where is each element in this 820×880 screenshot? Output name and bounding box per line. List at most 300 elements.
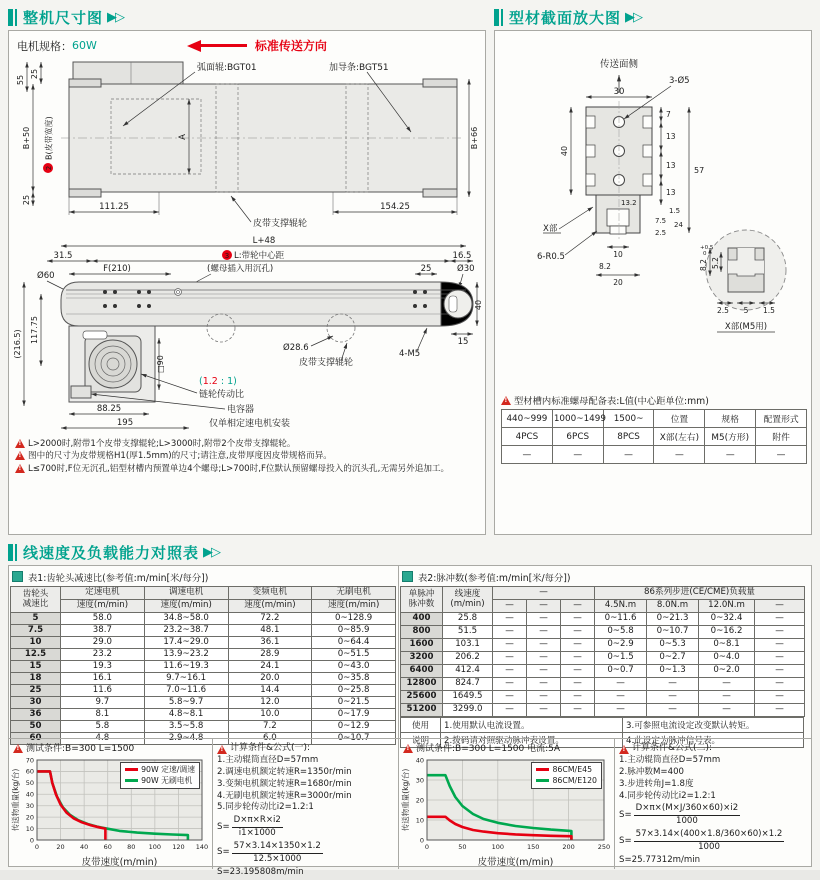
t2-subheader-dash: — [755, 600, 805, 613]
calc1-title: 计算条件&公式(一): [230, 743, 311, 754]
calc1-line: 2.调速电机额定转速R=1350r/min [217, 766, 352, 777]
detail-tolerance-lower: 0 [703, 251, 707, 257]
legend-label: 90W 无刷电机 [141, 776, 193, 786]
svg-text:30: 30 [25, 802, 34, 811]
formula-denominator: 12.5×1000 [253, 853, 302, 864]
table-row [502, 446, 807, 464]
legend-item [125, 775, 195, 786]
speed-load-section [8, 541, 812, 877]
header-bar-icon [494, 9, 499, 26]
table-cell: — [527, 652, 561, 665]
cs-dim-40: 40 [560, 145, 569, 157]
table-cell: — [561, 704, 595, 717]
legend-swatch-icon [536, 779, 549, 782]
dim-15: 15 [457, 337, 469, 347]
table-cell: 0~2.7 [647, 652, 699, 665]
table-cell: — [561, 626, 595, 639]
table-cell: — [595, 704, 647, 717]
legend-swatch-icon [125, 779, 138, 782]
warning-icon [501, 396, 511, 405]
table-cell: 36 [11, 709, 61, 721]
motor-spec-value: 60W [72, 39, 97, 52]
table-cell: 0~35.8 [312, 673, 396, 685]
calc-formula-2-cell [615, 739, 807, 869]
overall-panel-header [8, 6, 486, 28]
arrow-bar-icon [201, 44, 247, 47]
belt-width-badge: 2 [45, 165, 53, 171]
s-label: S= [217, 847, 230, 858]
table-cell: 6400 [401, 665, 443, 678]
t1-header-gear-line1: 齿轮头 [22, 589, 49, 600]
t2-header-linespeed-line2: (m/min) [450, 598, 485, 609]
table-cell: — [493, 678, 527, 691]
cs-dim-1-5: 1.5 [669, 207, 681, 215]
table-cell: 11.6 [61, 685, 145, 697]
svg-text:0: 0 [34, 843, 40, 851]
table-cell: 16.1 [61, 673, 145, 685]
table-cell: 6.0 [228, 733, 312, 745]
svg-text:20: 20 [25, 813, 34, 822]
usage-note: 1.使用默认电流设置。 [441, 718, 623, 733]
svg-text:70: 70 [25, 756, 34, 765]
t2-subheader-4-5nm: 4.5N.m [595, 600, 647, 613]
table-cell: — [756, 446, 807, 464]
table-row [11, 613, 396, 625]
load-chart-2 [401, 754, 612, 868]
calc2-line: 3.步进转角J=1.8度 [619, 778, 694, 789]
table-cell: — [755, 665, 805, 678]
profile-section-panel [494, 6, 812, 535]
table-cell: 206.2 [443, 652, 493, 665]
cs-dim-10: 10 [613, 250, 623, 259]
dim-dia-30: Ø30 [457, 264, 475, 274]
svg-text:50: 50 [25, 779, 34, 788]
t2-header-pulse [401, 587, 443, 613]
test-condition-1 [13, 741, 210, 754]
svg-text:10: 10 [25, 824, 34, 833]
table-cell: 34.8~58.0 [144, 613, 228, 625]
table-cell: 72.2 [228, 613, 312, 625]
dim-88-25: 88.25 [96, 404, 122, 414]
svg-text:皮带速度(m/min): 皮带速度(m/min) [81, 857, 158, 868]
t2-subheader-dash: — [561, 600, 595, 613]
table-cell: 14.4 [228, 685, 312, 697]
dim-4-m5: 4-M5 [399, 349, 421, 359]
motor-spec-row [11, 33, 483, 54]
t1-subheader-speed: 速度(m/min) [61, 600, 145, 613]
t2-header-pulse-line1: 单脉冲 [408, 589, 435, 600]
table-cell: 0~0.7 [595, 665, 647, 678]
cs-dim-24: 24 [674, 221, 683, 229]
table-cell: — [527, 639, 561, 652]
table-row [401, 678, 805, 691]
speed-load-box [8, 565, 812, 877]
svg-text:40: 40 [415, 756, 424, 765]
table-cell: 48.1 [228, 625, 312, 637]
table-cell: 58.0 [61, 613, 145, 625]
table-row [11, 709, 396, 721]
cs-dim-13c: 13 [666, 188, 676, 197]
belt-width-label [43, 116, 54, 173]
table-cell: 0~12.9 [312, 721, 396, 733]
table-cell: — [527, 613, 561, 626]
calc1-formula-symbolic [217, 815, 394, 840]
belt-width-text: B(皮带宽度) [44, 116, 54, 160]
table-cell: — [647, 678, 699, 691]
table-cell: 0~51.5 [312, 649, 396, 661]
chart-legend [120, 762, 200, 789]
table-cell: — [561, 652, 595, 665]
dim-b-plus-66: B+66 [470, 126, 479, 150]
table-cell: 0~1.5 [595, 652, 647, 665]
dim-25-bottom: 25 [22, 194, 31, 206]
table-cell: — [699, 691, 755, 704]
cs-radius-label: 6-R0.5 [537, 252, 565, 262]
table-cell: 12.0 [228, 697, 312, 709]
usage-note: 4.此设定为脉冲信号表。 [623, 733, 804, 748]
table-cell: M5(方形) [705, 428, 756, 446]
table-row [401, 639, 805, 652]
table-row [11, 661, 396, 673]
svg-text:20: 20 [415, 796, 424, 805]
table-cell: 4PCS [502, 428, 553, 446]
table-cell: 6PCS [552, 428, 603, 446]
table-cell: — [755, 704, 805, 717]
pulley-center-badge: 3 [224, 252, 230, 260]
svg-text:100: 100 [491, 843, 505, 851]
table-cell: 0~8.1 [699, 639, 755, 652]
table-cell: 附件 [756, 428, 807, 446]
s-label: S= [619, 835, 632, 846]
table-cell: 0~10.7 [312, 733, 396, 745]
calc-formula-1 [215, 740, 396, 880]
table-cell: 1000~1499 [552, 410, 603, 428]
top-view-guide-label: 加导条:BGT51 [329, 63, 389, 73]
cs-dim-2-5: 2.5 [655, 229, 667, 237]
table-row [401, 626, 805, 639]
formula-denominator: 1000 [698, 842, 720, 853]
dim-55: 55 [16, 74, 25, 86]
svg-text:140: 140 [195, 843, 209, 851]
transfer-face-label: 传送面侧 [599, 59, 639, 70]
table-cell: — [595, 691, 647, 704]
dim-195: 195 [116, 418, 134, 428]
test-condition-2-text: 测试条件:B=300 L=1500 电流:5A [416, 744, 561, 754]
section-arrow-icon: ▶▷ [203, 544, 220, 560]
dim-16-5: 16.5 [452, 251, 472, 261]
table-row [11, 649, 396, 661]
svg-text:250: 250 [597, 843, 611, 851]
transfer-direction [187, 37, 327, 54]
table-cell: — [699, 678, 755, 691]
table-row [11, 697, 396, 709]
header-bar-icon [501, 9, 503, 26]
overall-panel-title: 整机尺寸图 [23, 8, 104, 27]
table-cell: 12800 [401, 678, 443, 691]
dim-154-25: 154.25 [380, 202, 410, 212]
t2-subheader-dash: — [493, 600, 527, 613]
table-cell: — [561, 678, 595, 691]
table-row [11, 625, 396, 637]
overall-notes [11, 436, 483, 477]
t1-header-gear-line2: 减速比 [22, 598, 49, 609]
table-cell: — [527, 704, 561, 717]
cs-dim-13-2: 13.2 [621, 199, 637, 207]
table-row [401, 691, 805, 704]
formula-numerator: 57×3.14×1350×1.2 [232, 841, 323, 854]
cs-dim-57: 57 [694, 166, 705, 175]
formula-denominator: i1×1000 [238, 828, 276, 839]
cs-xpart-label: X部 [543, 224, 558, 234]
calc2-line: 4.同步轮传动比i2=1.2:1 [619, 790, 716, 801]
counterbore-label: (螺母插入用沉孔) [207, 264, 274, 274]
speed-section-header [8, 541, 812, 563]
calc2-formula-numeric [619, 829, 803, 854]
warning-icon [13, 744, 23, 753]
pulley-center-text: L:带轮中心距 [234, 251, 285, 261]
cs-dim-7: 7 [666, 110, 671, 119]
table-cell: — [561, 613, 595, 626]
svg-text:60: 60 [103, 843, 112, 851]
side-view-support-roller-label: 皮带支撑辊轮 [299, 358, 354, 368]
table-cell: 9.7 [61, 697, 145, 709]
table-cell: 10.0 [228, 709, 312, 721]
cs-dim-30: 30 [613, 87, 625, 97]
t2-header-stepper-group: 86系列步进(CE/CME)负载量 [595, 587, 805, 600]
table-cell: — [502, 446, 553, 464]
overall-drawing-box [8, 30, 486, 535]
dim-117-75: 117.75 [30, 316, 39, 344]
detail-xpart-label: X部(M5用) [724, 322, 768, 332]
table-cell: 25 [11, 685, 61, 697]
table-cell: 5.8 [61, 721, 145, 733]
dim-216-5: (216.5) [13, 329, 22, 359]
table-cell: 25600 [401, 691, 443, 704]
table-cell: — [755, 678, 805, 691]
profile-cross-section-drawing [501, 35, 803, 387]
dim-25-side: 25 [420, 264, 432, 274]
table-cell: 38.7 [61, 625, 145, 637]
load-chart1-cell [9, 739, 213, 869]
table-cell: — [755, 613, 805, 626]
left-arrow-icon [187, 40, 201, 52]
dim-b-plus-50: B+50 [22, 126, 31, 150]
table-cell: 0~17.9 [312, 709, 396, 721]
gear-ratio-table [10, 586, 396, 745]
cs-dim-13a: 13 [666, 132, 676, 141]
svg-text:40: 40 [25, 790, 34, 799]
table-cell: 800 [401, 626, 443, 639]
table-cell: 3299.0 [443, 704, 493, 717]
calc-formula-2 [617, 740, 805, 868]
table-cell: 400 [401, 613, 443, 626]
table-cell: 0~10.7 [647, 626, 699, 639]
t1-header-constant: 定速电机 [61, 587, 145, 600]
table-cell: 0~5.3 [647, 639, 699, 652]
table-cell: 1600 [401, 639, 443, 652]
profile-panel-title: 型材截面放大图 [509, 8, 622, 27]
t2-subheader-8-0nm: 8.0N.m [647, 600, 699, 613]
table-cell: 配置形式 [756, 410, 807, 428]
calc2-title: 计算条件&公式(二): [632, 743, 713, 754]
table-cell: 412.4 [443, 665, 493, 678]
table-cell: 0~43.0 [312, 661, 396, 673]
table-cell: 3.5~5.8 [144, 721, 228, 733]
conveyor-side-view-drawing [11, 234, 483, 436]
table-cell: 7.0~11.6 [144, 685, 228, 697]
formula-denominator: 1000 [675, 816, 698, 827]
table-cell: — [493, 626, 527, 639]
dim-25-top: 25 [30, 68, 39, 80]
t2-header-linespeed-line1: 线速度 [454, 589, 481, 600]
table-cell: 0~2.9 [595, 639, 647, 652]
table-cell: 7.5 [11, 625, 61, 637]
legend-swatch-icon [125, 768, 138, 771]
table-cell: — [603, 446, 654, 464]
table-cell: 9.7~16.1 [144, 673, 228, 685]
svg-text:80: 80 [127, 843, 136, 851]
table-cell: 0~64.4 [312, 637, 396, 649]
table-cell: — [647, 691, 699, 704]
table-cell: 11.6~19.3 [144, 661, 228, 673]
section-arrow-icon: ▶▷ [107, 9, 124, 25]
top-view-roller-label: 弧面辊:BGT01 [197, 63, 257, 73]
table-cell: — [493, 665, 527, 678]
table-cell: 23.2 [61, 649, 145, 661]
dim-40: 40 [474, 299, 483, 311]
calc1-line: 1.主动辊筒直径D=57mm [217, 755, 319, 765]
sprocket-ratio-label: 链轮传动比 [199, 390, 245, 400]
table-row [401, 704, 805, 717]
t2-subheader-dash: — [527, 600, 561, 613]
test-condition-1-text: 测试条件:B=300 L=1500 [26, 744, 135, 754]
table-cell: 0~25.8 [312, 685, 396, 697]
table-cell: — [552, 446, 603, 464]
table-cell: — [699, 704, 755, 717]
table-cell: 8PCS [603, 428, 654, 446]
s-label: S= [619, 809, 632, 820]
table-cell: 103.1 [443, 639, 493, 652]
calc1-line: 4.无刷电机额定转速R=3000r/min [217, 790, 352, 801]
calc2-line: 2.脉冲数M=400 [619, 766, 684, 777]
table-cell: 0~5.8 [595, 626, 647, 639]
warning-icon [15, 464, 25, 473]
svg-text:100: 100 [148, 843, 162, 851]
table-cell: 51200 [401, 704, 443, 717]
bullet-square-icon [12, 571, 23, 582]
dim-31-5: 31.5 [53, 251, 73, 261]
table-cell: 4.8~8.1 [144, 709, 228, 721]
table1-caption: 表1:齿轮头减速比(参考值:m/min[米/每分]) [28, 572, 209, 584]
table-cell: — [654, 446, 705, 464]
table-cell: 13.9~23.2 [144, 649, 228, 661]
table-cell: 5.8~9.7 [144, 697, 228, 709]
calc1-line: 3.变频电机额定转速R=1680r/min [217, 778, 352, 789]
svg-text:皮带速度(m/min): 皮带速度(m/min) [477, 857, 554, 868]
note-text: L>2000时,附带1个皮带支撑辊轮;L>3000时,附带2个皮带支撑辊轮。 [28, 439, 296, 449]
table-cell: 15 [11, 661, 61, 673]
svg-text:150: 150 [526, 843, 540, 851]
table-cell: 7.2 [228, 721, 312, 733]
table-cell: 1649.5 [443, 691, 493, 704]
table-cell: 0~4.0 [699, 652, 755, 665]
table-cell: 2.9~4.8 [144, 733, 228, 745]
load-chart2-cell [399, 739, 615, 869]
warning-icon [15, 439, 25, 448]
table-cell: — [561, 639, 595, 652]
table-cell: 位置 [654, 410, 705, 428]
note-line [15, 438, 479, 450]
formula-numerator: 57×3.14×(400×1.8/360×60)×1.2 [634, 829, 785, 842]
table-cell: 51.5 [443, 626, 493, 639]
table-cell: — [493, 691, 527, 704]
table-cell: 30 [11, 697, 61, 709]
table-cell: 25.8 [443, 613, 493, 626]
load-chart-1 [11, 754, 210, 868]
section-arrow-icon: ▶▷ [625, 9, 642, 25]
svg-text:40: 40 [80, 843, 89, 851]
table-cell: 50 [11, 721, 61, 733]
calc-formula-1-cell [213, 739, 399, 877]
t2-subheader-12-0nm: 12.0N.m [699, 600, 755, 613]
s-label: S= [217, 821, 230, 832]
svg-text:0: 0 [424, 843, 430, 851]
table-cell: 29.0 [61, 637, 145, 649]
calc2-title-row [619, 742, 803, 755]
formula-numerator: D×π×(M×J/360×60)×i2 [634, 803, 741, 816]
overall-dimension-panel [8, 6, 486, 535]
nut-table-title-row [501, 393, 805, 407]
usage-note: 3.可参照电流设定改变默认转矩。 [623, 718, 804, 733]
warning-icon [619, 745, 629, 754]
table-row [401, 652, 805, 665]
detail-dim-1-5: 1.5 [763, 306, 775, 315]
table-cell: — [493, 652, 527, 665]
note-text: L≤700时,F位无沉孔,铝型材槽内预置单边4个螺母;L>700时,F位默认预留螺母投入的沉头孔,无需另外追加工。 [28, 463, 450, 474]
table-cell: 0~32.4 [699, 613, 755, 626]
chart-legend [531, 762, 602, 789]
table-row [11, 685, 396, 697]
detail-dim-2-5: 2.5 [717, 306, 729, 315]
table-row [401, 665, 805, 678]
detail-dim-5: 5 [743, 306, 749, 315]
table-cell: 824.7 [443, 678, 493, 691]
dim-A: A [178, 134, 188, 140]
table-cell: 10 [11, 637, 61, 649]
table-cell: 0~2.0 [699, 665, 755, 678]
t2-header-pulse-line2: 脉冲数 [408, 598, 435, 609]
table-cell: 18 [11, 673, 61, 685]
table-cell: 3200 [401, 652, 443, 665]
legend-item [536, 775, 597, 786]
table-cell: 0~16.2 [699, 626, 755, 639]
table-cell: — [561, 691, 595, 704]
table2-caption: 表2:脉冲数(参考值:m/min[米/每分]) [418, 572, 571, 584]
legend-item [125, 764, 195, 775]
dim-dia-60: Ø60 [37, 271, 55, 281]
table-cell: 17.4~29.0 [144, 637, 228, 649]
header-bar-icon [8, 9, 13, 26]
table-row [401, 718, 804, 733]
note-text: 图中的尺寸为皮带规格H1(厚1.5mm)的尺寸;请注意,皮带厚度因皮带规格而异。 [28, 451, 332, 462]
nut-table-title: 型材槽内标准螺母配备表:L值(中心距单位:mm) [514, 396, 709, 407]
t1-subheader-speed: 速度(m/min) [228, 600, 312, 613]
table-cell: 5 [11, 613, 61, 625]
legend-item [536, 764, 597, 775]
usage-label: 使用 [401, 718, 441, 733]
calc2-line: 1.主动辊筒直径D=57mm [619, 755, 721, 765]
svg-text:30: 30 [415, 776, 424, 785]
